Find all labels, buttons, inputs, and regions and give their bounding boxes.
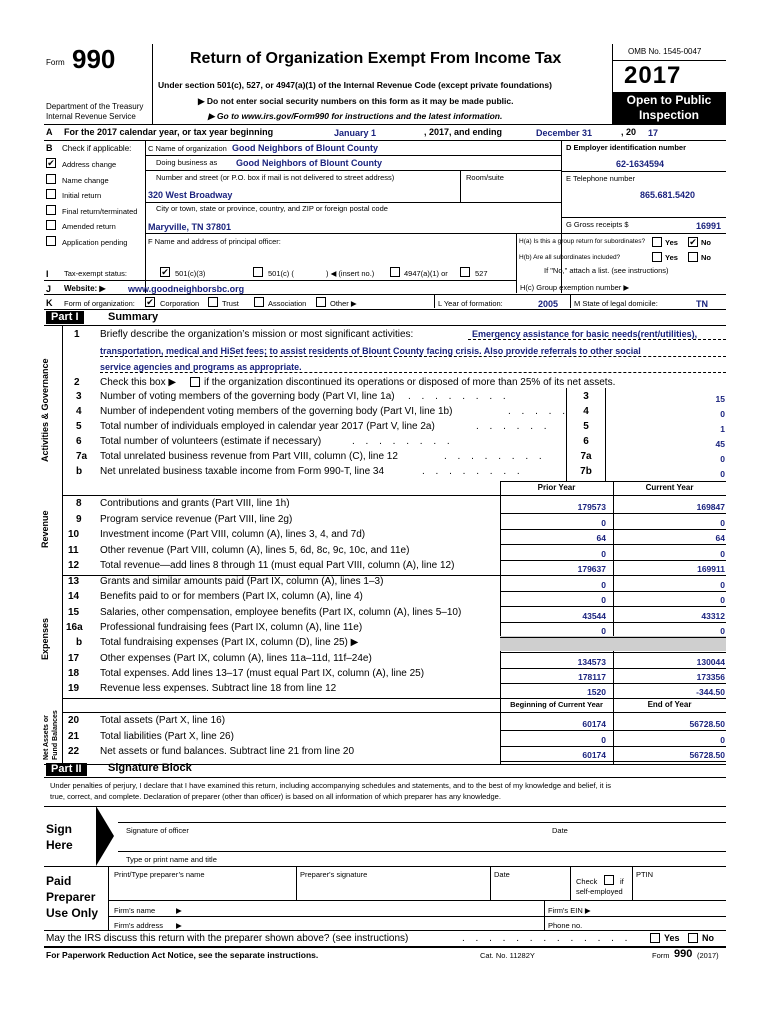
revenue-line-num: 8 [76, 498, 82, 509]
revenue-row-rule [500, 575, 726, 576]
omb-number: OMB No. 1545-0047 [628, 47, 702, 56]
expense-row-rule [500, 622, 726, 623]
line-a-20: , 20 [621, 127, 637, 137]
org-name[interactable]: Good Neighbors of Blount County [232, 143, 378, 153]
preparer-label: Preparer [46, 890, 96, 904]
box-b-checkbox[interactable] [46, 174, 56, 184]
expense-line-num: 15 [68, 606, 80, 618]
revenue-line-text: Total revenue—add lines 8 through 11 (must equal Part VIII, column (A), line 12) [100, 560, 455, 571]
expense-prior-value[interactable]: 0 [601, 595, 606, 606]
hb-no-label: No [701, 253, 711, 262]
hb-no-checkbox[interactable] [688, 252, 698, 262]
gov-line-text: Total number of volunteers (estimate if necessary) [100, 436, 322, 447]
irs-website-notice: ▶ Go to www.irs.gov/Form990 for instructions and the latest information. [208, 111, 503, 121]
expense-line-text: Total fundraising expenses (Part IX, column (D), line 25) ▶ [100, 637, 359, 649]
revenue-current-value[interactable]: 0 [720, 517, 725, 528]
discuss-no-label: No [702, 933, 714, 943]
box-b-checkbox[interactable] [46, 158, 56, 168]
revenue-line-text: Other revenue (Part VIII, column (A), lines 5, 6d, 8c, 9c, 10c, and 11e) [100, 544, 410, 556]
tax-year: 2017 [624, 62, 682, 89]
leader-dots: . . . . . . [476, 421, 551, 432]
gov-line-box-num: 5 [583, 421, 589, 432]
ein-label: D Employer identification number [566, 143, 687, 152]
box-b-checkbox[interactable] [46, 220, 56, 230]
line-j-label: J [46, 284, 52, 294]
gov-line-box-num: 3 [583, 391, 589, 402]
gov-line-value[interactable]: 0 [720, 469, 725, 479]
revenue-prior-value[interactable]: 0 [601, 517, 606, 528]
gov-line-text: Total number of individuals employed in calendar year 2017 (Part V, line 2a) [100, 421, 435, 432]
side-net-assets-2: Fund Balances [52, 710, 59, 760]
expense-current-value[interactable]: 43312 [701, 610, 725, 621]
form-label: Form [46, 58, 65, 67]
city-state-zip[interactable]: Maryville, TN 37801 [148, 222, 232, 232]
mission-line-2[interactable]: transportation, medical and HiSet fees; to assist residents of Blount County facing crisis. Also provide referrals to other social [100, 346, 641, 356]
expense-line-num: 17 [68, 652, 80, 664]
part-1-tag: Part I [46, 311, 84, 324]
revenue-row-rule [500, 544, 726, 545]
room-suite-label: Room/suite [466, 173, 504, 182]
leader-dots: . . . . . . . . [422, 466, 524, 477]
gov-line-text: Total unrelated business revenue from Part VIII, column (C), line 12 [100, 451, 398, 462]
expense-line-text: Total expenses. Add lines 13–17 (must equal Part IX, column (A), line 25) [100, 667, 425, 679]
box-b-checkbox[interactable] [46, 236, 56, 246]
revenue-line-num: 9 [76, 513, 82, 525]
insert-no-label: ) ◀ (insert no.) [326, 269, 375, 278]
if-label: if [620, 877, 624, 886]
revenue-prior-value[interactable]: 179573 [577, 502, 606, 512]
paid-label: Paid [46, 874, 72, 888]
discuss-yes-checkbox[interactable] [650, 933, 660, 943]
expense-line-num: 14 [68, 591, 80, 603]
part-1-title: Summary [108, 311, 159, 323]
year-formation-label: L Year of formation: [438, 299, 503, 308]
expense-row-rule [500, 652, 726, 653]
net-assets-row-rule [500, 730, 726, 731]
gov-line-num: 4 [76, 406, 82, 417]
expense-line-text: Grants and similar amounts paid (Part IX, column (A), lines 1–3) [100, 576, 384, 587]
sign-arrow-icon [96, 806, 116, 866]
side-revenue: Revenue [40, 510, 50, 548]
expense-prior-value[interactable]: 43544 [582, 610, 606, 621]
ha-yes-label: Yes [665, 238, 678, 247]
expense-line-num: 16a [66, 621, 83, 633]
inspection: Inspection [638, 108, 699, 122]
gov-line-num: 3 [76, 391, 82, 402]
preparer-name-label: Print/Type preparer’s name [114, 870, 205, 879]
gov-line-value[interactable]: 0 [720, 409, 725, 419]
expense-prior-value[interactable]: 134573 [577, 656, 606, 667]
discuss-dots: . . . . . . . . . . . . . [462, 933, 632, 944]
here-label: Here [46, 838, 73, 852]
type-name-label: Type or print name and title [126, 855, 217, 864]
expense-line-num: 19 [68, 683, 80, 695]
discuss-no-checkbox[interactable] [688, 933, 698, 943]
gross-receipts-value[interactable]: 16991 [696, 221, 722, 231]
side-net-assets-1: Net Assets or [43, 715, 50, 760]
ha-no-checkbox[interactable] [688, 237, 698, 247]
line-i-label: I [46, 269, 49, 279]
net-assets-line-text: Total liabilities (Part X, line 26) [100, 730, 234, 742]
net-assets-prior-value[interactable]: 60174 [582, 719, 606, 729]
tax-year-begin[interactable]: January 1 [334, 128, 377, 138]
col-current-year: Current Year [645, 483, 694, 492]
expense-prior-value[interactable]: 178117 [578, 671, 606, 682]
4947-checkbox[interactable] [390, 267, 400, 277]
expense-line-text: Other expenses (Part IX, column (A), lines 11a–11d, 11f–24e) [100, 652, 372, 664]
group-exemption-label: H(c) Group exemption number ▶ [520, 283, 630, 292]
gross-receipts-label: G Gross receipts $ [566, 220, 629, 229]
tax-year-end[interactable]: December 31 [536, 128, 593, 138]
net-assets-current-value[interactable]: 56728.50 [689, 719, 725, 729]
paperwork-notice: For Paperwork Reduction Act Notice, see the separate instructions. [46, 950, 319, 960]
hb-yes-checkbox[interactable] [652, 252, 662, 262]
revenue-line-text: Program service revenue (Part VIII, line 2g) [100, 513, 293, 525]
leader-dots: . . . . . . . . [444, 451, 546, 462]
line-a-mid: , 2017, and ending [424, 127, 503, 137]
expense-current-value[interactable]: -344.50 [696, 687, 725, 698]
527-checkbox[interactable] [460, 267, 470, 277]
501c3-label: 501(c)(3) [175, 269, 206, 278]
box-b-label: B [46, 143, 53, 153]
revenue-row-rule [500, 529, 726, 530]
self-employed-label: self-employed [576, 887, 623, 896]
line-1-num: 1 [74, 329, 80, 340]
association-label: Association [268, 299, 307, 308]
gov-line-num: 7a [76, 451, 88, 462]
gov-box-column [566, 388, 606, 481]
box-b-item-label: Final return/terminated [62, 206, 138, 216]
discuss-question: May the IRS discuss this return with the preparer shown above? (see instructions) [46, 933, 409, 944]
box-b-item-label: Amended return [62, 222, 116, 231]
ssn-notice: ▶ Do not enter social security numbers on this form as it may be made public. [198, 96, 514, 106]
revenue-current-value[interactable]: 169847 [696, 502, 725, 512]
org-name-label: C Name of organization [148, 144, 227, 153]
gov-line-value[interactable]: 45 [715, 439, 725, 449]
expense-row-rule [500, 591, 726, 592]
state-domicile-value[interactable]: TN [696, 299, 708, 309]
revenue-line-num: 12 [68, 560, 80, 571]
527-label: 527 [475, 269, 488, 278]
leader-dots: . . . . . . . . [352, 436, 454, 447]
form-subtitle: Under section 501(c), 527, or 4947(a)(1) of the Internal Revenue Code (except private foundations) [158, 80, 552, 90]
net-assets-current-value[interactable]: 56728.50 [689, 750, 725, 760]
box-b-item-label: Address change [62, 160, 117, 169]
telephone-label: E Telephone number [566, 174, 636, 183]
use-only-label: Use Only [46, 906, 99, 920]
association-checkbox[interactable] [254, 297, 264, 307]
firm-name-label: Firm’s name [114, 906, 156, 915]
revenue-prior-value[interactable]: 64 [596, 533, 606, 543]
footer-form-year: (2017) [697, 951, 719, 960]
firm-address-arrow-icon: ▶ [176, 921, 182, 930]
mission-line-3[interactable]: service agencies and programs as appropriate. [100, 362, 302, 372]
gov-line-box-num: 4 [583, 406, 589, 417]
revenue-line-num: 10 [68, 529, 80, 540]
box-b-checkbox[interactable] [46, 205, 56, 215]
net-assets-line-text: Total assets (Part X, line 16) [100, 715, 226, 726]
sign-label: Sign [46, 822, 72, 836]
hb-yes-label: Yes [665, 253, 678, 262]
form-org-label: Form of organization: [64, 299, 135, 308]
revenue-prior-value[interactable]: 0 [601, 548, 606, 559]
net-assets-line-num: 22 [68, 746, 80, 757]
gov-line-value[interactable]: 0 [720, 454, 725, 464]
expense-line-text: Revenue less expenses. Subtract line 18 from line 12 [100, 683, 337, 695]
tax-exempt-label: Tax-exempt status: [64, 269, 127, 278]
year-formation-value[interactable]: 2005 [538, 299, 559, 309]
principal-officer-label: F Name and address of principal officer: [148, 237, 281, 246]
expense-row-rule [500, 606, 726, 607]
gov-line-box-num: 7b [580, 466, 592, 477]
ein-value[interactable]: 62-1634594 [616, 159, 665, 169]
4947-label: 4947(a)(1) or [404, 269, 448, 278]
corporation-checkbox[interactable] [145, 297, 155, 307]
gov-line-num: 5 [76, 421, 82, 432]
leader-dots: . . . . . . . . [408, 391, 510, 402]
revenue-line-text: Contributions and grants (Part VIII, line 1h) [100, 498, 290, 509]
ha-yes-checkbox[interactable] [652, 237, 662, 247]
expense-current-value[interactable]: 0 [720, 625, 725, 636]
phone-label: Phone no. [548, 921, 583, 930]
sig-officer-label: Signature of officer [126, 826, 189, 835]
expense-prior-value[interactable]: 0 [601, 625, 606, 636]
firm-ein-label: Firm's EIN ▶ [548, 906, 591, 915]
ha-no-label: No [701, 238, 711, 247]
dept-treasury: Department of the Treasury [46, 102, 144, 111]
expense-line-num: b [76, 637, 83, 649]
net-assets-line-text: Net assets or fund balances. Subtract line 21 from line 20 [100, 746, 355, 757]
discontinued-checkbox[interactable] [190, 377, 200, 387]
part-2-tag: Part II [46, 763, 87, 776]
expense-line-num: 18 [68, 667, 80, 679]
gov-line-text: Number of voting members of the governing body (Part VI, line 1a) [100, 391, 395, 402]
dba-name[interactable]: Good Neighbors of Blount County [236, 158, 382, 168]
expense-current-value[interactable]: 173356 [696, 671, 725, 682]
check-label: Check [576, 877, 598, 886]
corporation-label: Corporation [160, 299, 200, 308]
line-k-label: K [46, 298, 53, 308]
expense-prior-value[interactable]: 0 [601, 580, 606, 590]
box-b-item-label: Name change [62, 175, 109, 185]
line-2-num: 2 [74, 377, 80, 388]
gov-line-box-num: 6 [583, 436, 589, 447]
self-employed-checkbox[interactable] [604, 875, 614, 885]
discuss-yes-label: Yes [664, 933, 680, 943]
501c-label: 501(c) ( [268, 269, 294, 278]
sig-date-label: Date [552, 826, 568, 835]
revenue-current-value[interactable]: 0 [720, 548, 725, 559]
footer-form-label: Form [652, 951, 670, 960]
perjury-line-1: Under penalties of perjury, I declare that I have examined this return, including accompanying schedules and statements, and to the best of my knowledge and belief, it is [50, 781, 612, 790]
box-b-item-label: Application pending [62, 237, 128, 247]
telephone-value[interactable]: 865.681.5420 [640, 190, 696, 200]
revenue-row-rule [500, 513, 726, 514]
catalog-number: Cat. No. 11282Y [480, 951, 535, 960]
perjury-line-2: true, correct, and complete. Declaration of preparer (other than officer) is based on all information of which preparer has any knowledge. [50, 792, 501, 801]
street-label: Number and street (or P.O. box if mail is not delivered to street address) [156, 173, 395, 182]
city-label: City or town, state or province, country, and ZIP or foreign postal code [156, 204, 388, 213]
footer-form-number: 990 [674, 948, 693, 960]
expense-current-value[interactable]: 130044 [696, 656, 725, 667]
expense-row-rule [500, 668, 726, 669]
website-value[interactable]: www.goodneighborsbc.org [128, 284, 245, 294]
ha-label: H(a) Is this a group return for subordinates? [519, 238, 646, 245]
expense-line-num: 13 [68, 576, 80, 587]
revenue-current-value[interactable]: 169911 [697, 564, 725, 574]
hb-label: H(b) Are all subordinates included? [519, 254, 621, 261]
preparer-date-label: Date [494, 870, 510, 879]
tax-year-end-yy[interactable]: 17 [648, 128, 659, 138]
gov-line-value[interactable]: 1 [720, 424, 725, 434]
revenue-line-num: 11 [68, 544, 79, 556]
form-number: 990 [72, 44, 116, 74]
expense-current-value[interactable]: 0 [720, 595, 725, 606]
net-assets-line-num: 20 [68, 715, 80, 726]
revenue-prior-value[interactable]: 179637 [577, 564, 606, 574]
other-org-checkbox[interactable] [316, 297, 326, 307]
net-assets-line-num: 21 [68, 730, 80, 742]
box-b-item-label: Initial return [62, 191, 102, 200]
net-assets-current-value[interactable]: 0 [720, 734, 725, 745]
street-address[interactable]: 320 West Broadway [148, 190, 233, 200]
revenue-current-value[interactable]: 64 [715, 533, 725, 543]
line-a-text: For the 2017 calendar year, or tax year beginning [64, 127, 274, 137]
line-1-text: Briefly describe the organization’s mission or most significant activities: [100, 329, 414, 340]
state-domicile-label: M State of legal domicile: [574, 299, 658, 308]
leader-dots: . . . . . [508, 406, 570, 417]
website-label: Website: ▶ [64, 284, 106, 293]
gov-line-text: Net unrelated business taxable income from Form 990-T, line 34 [100, 466, 385, 477]
expense-row-rule [500, 637, 726, 638]
side-activities-governance: Activities & Governance [40, 358, 50, 462]
net-assets-prior-value[interactable]: 60174 [582, 750, 606, 760]
hb-note: If "No," attach a list. (see instructions) [544, 266, 669, 275]
expense-line-text: Salaries, other compensation, employee benefits (Part IX, column (A), lines 5–10) [100, 606, 462, 618]
form-title: Return of Organization Exempt From Income Tax [190, 50, 562, 67]
preparer-sig-label: Preparer's signature [300, 870, 368, 879]
line-a-label: A [46, 127, 53, 137]
revenue-row-rule [500, 560, 726, 561]
ptin-label: PTIN [636, 870, 654, 879]
gov-line-value[interactable]: 15 [715, 394, 725, 404]
revenue-line-text: Investment income (Part VIII, column (A), lines 3, 4, and 7d) [100, 529, 366, 540]
expense-row-rule [500, 698, 726, 699]
irs-label: Internal Revenue Service [46, 112, 136, 121]
trust-label: Trust [222, 299, 239, 308]
expense-row-rule [500, 683, 726, 684]
expense-line-text: Professional fundraising fees (Part IX, column (A), line 11e) [100, 621, 363, 633]
col-prior-year: Prior Year [537, 483, 576, 492]
part-2-title: Signature Block [108, 762, 192, 774]
box-b-checkbox[interactable] [46, 189, 56, 199]
net-assets-row-rule [500, 761, 726, 762]
expense-prior-value[interactable]: 1520 [587, 687, 606, 698]
net-assets-row-rule [500, 746, 726, 747]
officer-signature-field[interactable] [118, 806, 548, 822]
501c-checkbox[interactable] [253, 267, 263, 277]
firm-name-arrow-icon: ▶ [176, 906, 182, 915]
dba-label: Doing business as [156, 158, 218, 167]
open-to-public: Open to Public [626, 93, 712, 107]
firm-address-label: Firm's address [114, 921, 163, 930]
501c3-checkbox[interactable] [160, 267, 170, 277]
box-b-title: Check if applicable: [62, 144, 132, 153]
line-2-text: Check this box ▶ [100, 377, 177, 388]
line-2-text-b: if the organization discontinued its operations or disposed of more than 25% of its net assets. [204, 377, 616, 388]
expense-line-text: Benefits paid to or for members (Part IX, column (A), line 4) [100, 591, 363, 603]
side-expenses: Expenses [40, 617, 50, 660]
other-org-label: Other ▶ [330, 299, 357, 308]
net-assets-prior-value[interactable]: 0 [601, 734, 606, 745]
mission-line-1[interactable]: Emergency assistance for basic needs(rent/utilities), [472, 329, 698, 339]
gov-line-box-num: 7a [580, 451, 592, 462]
expense-current-value[interactable]: 0 [720, 580, 725, 590]
gov-line-num: 6 [76, 436, 82, 447]
gov-line-text: Number of independent voting members of the governing body (Part VI, line 1b) [100, 406, 453, 417]
trust-checkbox[interactable] [208, 297, 218, 307]
col-begin-year: Beginning of Current Year [510, 700, 603, 709]
col-end-year: End of Year [647, 700, 692, 709]
gov-line-num: b [76, 466, 83, 477]
